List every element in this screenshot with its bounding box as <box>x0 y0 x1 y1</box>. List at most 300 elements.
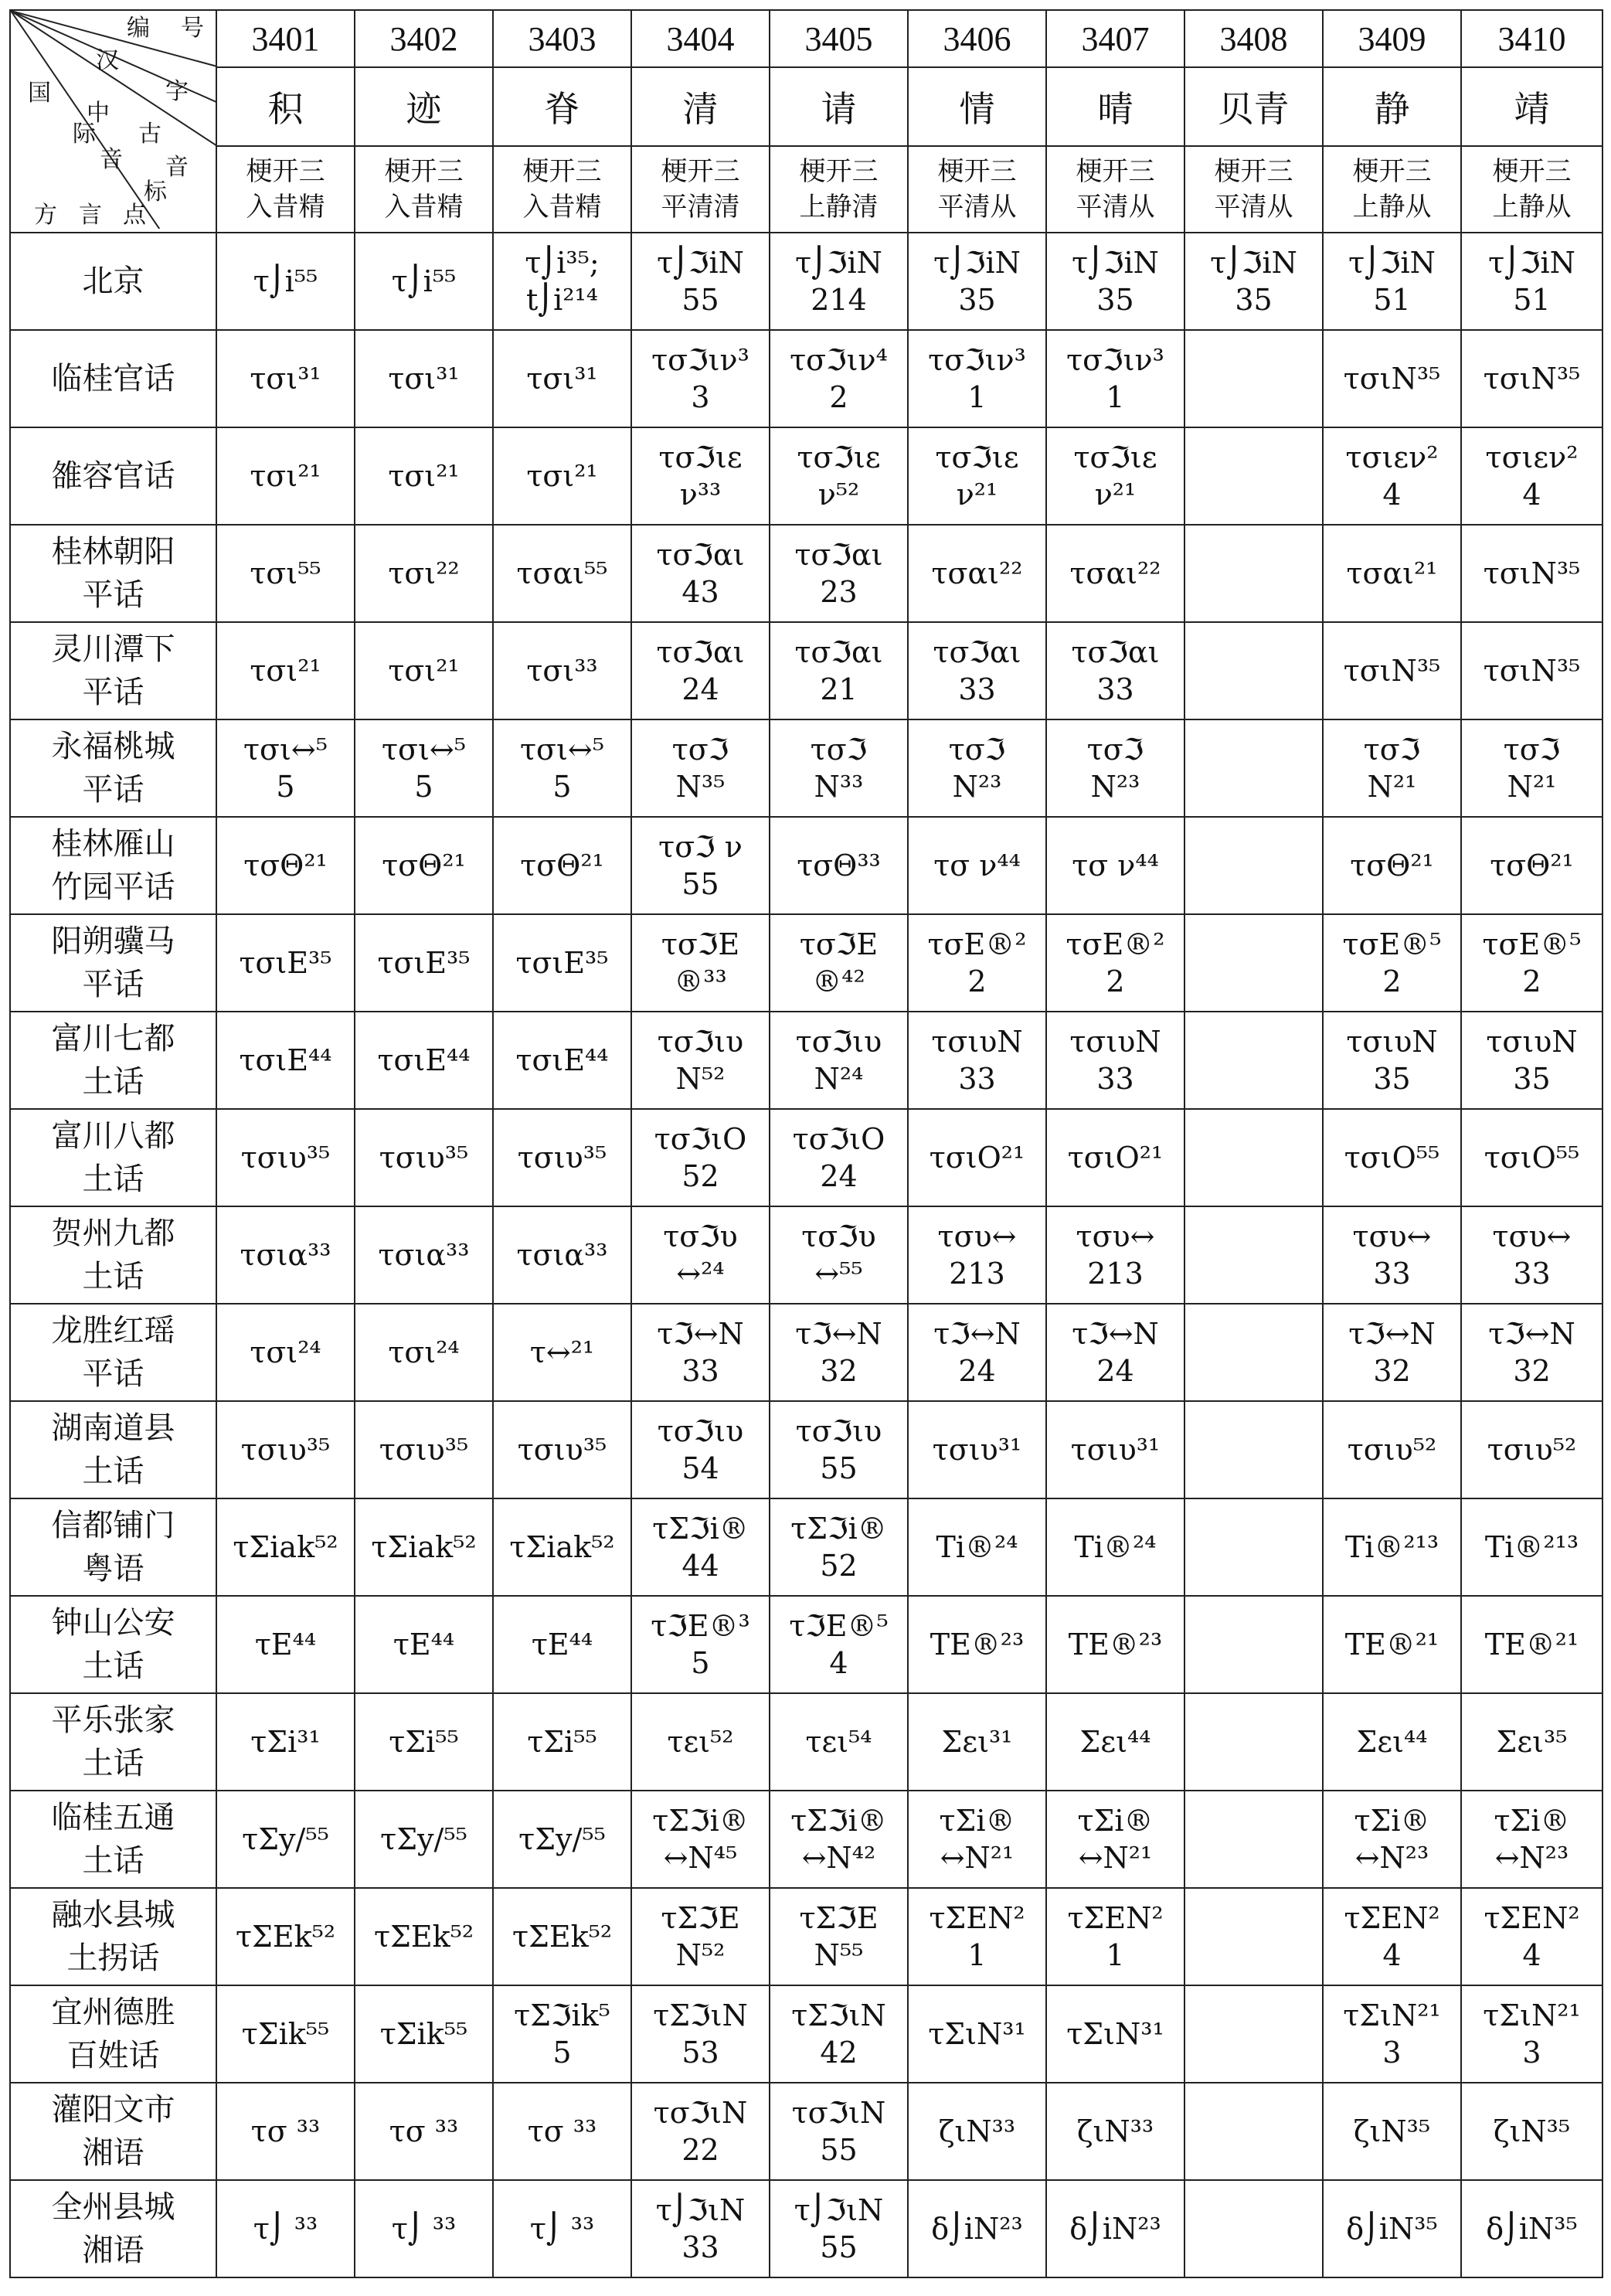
pronunciation-cell <box>908 1693 1046 1791</box>
pronunciation-cell <box>355 1888 493 1985</box>
pronunciation-cell <box>631 2180 770 2277</box>
ipa-text: τΣℑi® <box>790 1804 887 1838</box>
ipa-text: τσι³¹ <box>526 362 598 396</box>
location-cell <box>10 1888 216 1985</box>
ipa-text: τσℑιν³ <box>651 343 749 377</box>
ipa-text: 5 <box>552 770 572 804</box>
ipa-text: τσℑαι <box>656 635 745 669</box>
pronunciation-cell <box>493 1012 631 1109</box>
corner-label: 点 <box>123 202 146 229</box>
location-name: 临桂五通 <box>51 1800 175 1835</box>
ipa-text: ↔²⁴ <box>676 1257 725 1291</box>
ipa-text: τΣιN³¹ <box>928 2017 1026 2051</box>
pronunciation-cell <box>1323 1401 1461 1498</box>
ipa-text: 51 <box>1373 283 1411 317</box>
pronunciation-cell <box>1323 233 1461 330</box>
pronunciation-cell <box>631 914 770 1012</box>
ipa-text: τσℑυ <box>801 1219 876 1253</box>
ipa-text: τσ ³³ <box>389 2114 459 2148</box>
ipa-text: 2 <box>967 964 987 998</box>
ipa-text: ↔N²³ <box>1494 1841 1569 1875</box>
pronunciation-cell <box>1184 1596 1323 1693</box>
pronunciation-cell <box>1184 1401 1323 1498</box>
ipa-text: τσιN³⁵ <box>1483 556 1581 590</box>
location-name: 粤语 <box>82 1551 144 1587</box>
ipa-text: τσE®² <box>927 927 1027 961</box>
pronunciation-cell <box>1184 622 1323 719</box>
location-name: 土话 <box>82 1648 144 1684</box>
header-row-characters <box>10 67 1603 146</box>
ipa-text: τℑE®³ <box>651 1609 750 1643</box>
pronunciation-cell <box>355 817 493 914</box>
pronunciation-cell <box>908 1791 1046 1888</box>
ipa-text: τℑ↔N <box>795 1317 882 1351</box>
ipa-text: 55 <box>820 2230 858 2264</box>
pronunciation-cell <box>908 1206 1046 1304</box>
pronunciation-cell <box>1461 817 1603 914</box>
ipa-text: τσι²¹ <box>250 654 321 688</box>
location-name: 灌阳文市 <box>51 2092 175 2128</box>
ipa-text: τσυ↔ <box>937 1219 1017 1253</box>
ipa-text: N²⁴ <box>814 1062 864 1096</box>
ipa-text: τσℑιυ <box>657 1414 744 1448</box>
table-row <box>10 330 1603 427</box>
pronunciation-cell <box>1046 1888 1184 1985</box>
location-cell <box>10 1985 216 2083</box>
pronunciation-cell <box>631 622 770 719</box>
pronunciation-cell <box>1323 719 1461 817</box>
table-row <box>10 2083 1603 2180</box>
pronunciation-cell <box>1046 525 1184 622</box>
pronunciation-cell <box>1046 1985 1184 2083</box>
ipa-text: τσι²⁴ <box>388 1335 460 1369</box>
ipa-text: τ⌡ℑiN <box>657 246 744 280</box>
ipa-text: τσι³³ <box>526 654 598 688</box>
location-name: 灵川潭下 <box>51 631 175 667</box>
pronunciation-cell <box>1046 233 1184 330</box>
ipa-text: τΣℑE <box>661 1901 740 1935</box>
pronunciation-cell <box>770 817 908 914</box>
ipa-text: N²³ <box>952 770 1002 804</box>
ipa-text: τℑ↔N <box>1348 1317 1436 1351</box>
ipa-text: τσ ³³ <box>250 2114 321 2148</box>
ipa-text: τσι↔⁵ <box>382 733 466 767</box>
ipa-text: τσιυN <box>1346 1025 1438 1059</box>
ipa-text: τσιεν² <box>1485 440 1579 475</box>
ipa-text: τσℑαι <box>794 635 883 669</box>
ipa-text: 44 <box>681 1549 719 1583</box>
ipa-text: τσι²² <box>388 556 460 590</box>
ipa-text: TE®²³ <box>1068 1628 1163 1662</box>
ipa-text: ν²¹ <box>1094 478 1137 512</box>
ipa-text: 5 <box>276 770 295 804</box>
pronunciation-cell <box>216 1791 355 1888</box>
column-character: 清 <box>631 67 770 146</box>
ipa-text: τ⌡ℑiN <box>1210 246 1297 280</box>
pronunciation-cell <box>1461 1304 1603 1401</box>
ipa-text: τσιN³⁵ <box>1343 654 1441 688</box>
location-cell <box>10 1693 216 1791</box>
ipa-text: τσℑιN <box>791 2096 886 2130</box>
ipa-text: τσιE³⁵ <box>515 946 609 980</box>
location-name: 信都铺门 <box>51 1508 175 1543</box>
pronunciation-cell <box>355 1985 493 2083</box>
ipa-text: 5 <box>414 770 433 804</box>
table-row <box>10 1693 1603 1791</box>
pronunciation-cell <box>493 1693 631 1791</box>
corner-label: 汉 <box>96 47 119 74</box>
ipa-text: 4 <box>1382 478 1402 512</box>
location-name: 临桂官话 <box>51 361 175 396</box>
ipa-text: 1 <box>1106 1938 1125 1972</box>
location-cell <box>10 914 216 1012</box>
pronunciation-cell <box>770 1985 908 2083</box>
ipa-text: τΣℑi® <box>652 1804 749 1838</box>
category-line: 平清清 <box>661 192 740 223</box>
ipa-text: Ti®²¹³ <box>1344 1530 1439 1564</box>
category-line: 梗开三 <box>384 156 464 187</box>
ipa-text: τσιO⁵⁵ <box>1484 1141 1580 1175</box>
pronunciation-cell <box>770 914 908 1012</box>
pronunciation-cell <box>1461 1012 1603 1109</box>
location-cell <box>10 817 216 914</box>
location-name: 土话 <box>82 1162 144 1197</box>
category-line: 梗开三 <box>937 156 1017 187</box>
category-line: 上静从 <box>1492 192 1572 223</box>
pronunciation-cell <box>908 1304 1046 1401</box>
pronunciation-cell <box>355 914 493 1012</box>
ipa-text: ↔N⁴⁵ <box>663 1841 738 1875</box>
ipa-text: τσℑιε <box>935 440 1019 475</box>
ipa-text: τσιE⁴⁴ <box>239 1043 332 1077</box>
ipa-text: 33 <box>1513 1257 1551 1291</box>
dialect-table <box>9 9 1603 2278</box>
ipa-text: TE®²¹ <box>1484 1628 1579 1662</box>
pronunciation-cell <box>631 1693 770 1791</box>
column-character: 贝青 <box>1184 67 1323 146</box>
ipa-text: τσℑιυ <box>657 1025 744 1059</box>
ipa-text: 4 <box>1522 478 1541 512</box>
ipa-text: τσιυ³⁵ <box>517 1433 607 1467</box>
pronunciation-cell <box>1323 1304 1461 1401</box>
pronunciation-cell <box>1184 914 1323 1012</box>
pronunciation-cell <box>216 1985 355 2083</box>
location-name: 永福桃城 <box>51 729 175 764</box>
ipa-text: τΣιN³¹ <box>1066 2017 1164 2051</box>
ipa-text: 32 <box>1373 1354 1411 1388</box>
location-cell <box>10 1596 216 1693</box>
ipa-text: τσℑ <box>1363 733 1421 767</box>
pronunciation-cell <box>216 330 355 427</box>
table-row <box>10 2180 1603 2277</box>
pronunciation-cell <box>770 1596 908 1693</box>
ipa-text: 55 <box>820 2133 858 2167</box>
category-line: 梗开三 <box>522 156 602 187</box>
category-line: 平清从 <box>1076 192 1155 223</box>
location-name: 平乐张家 <box>51 1702 175 1738</box>
ipa-text: τσΘ²¹ <box>382 849 466 883</box>
pronunciation-cell <box>1046 1109 1184 1206</box>
column-number: 3404 <box>631 10 770 67</box>
pronunciation-cell <box>216 525 355 622</box>
column-character: 晴 <box>1046 67 1184 146</box>
ipa-text: δ⌡iN²³ <box>1069 2212 1161 2246</box>
ipa-text: τσαι²² <box>931 556 1023 590</box>
pronunciation-cell <box>216 1304 355 1401</box>
pronunciation-cell <box>1461 233 1603 330</box>
ipa-text: τσαι⁵⁵ <box>516 556 608 590</box>
ipa-text: 35 <box>958 283 996 317</box>
column-category <box>908 146 1046 233</box>
pronunciation-cell <box>770 1498 908 1596</box>
pronunciation-cell <box>770 1888 908 1985</box>
corner-label: 音 <box>100 146 123 173</box>
ipa-text: Σει³¹ <box>941 1725 1013 1759</box>
ipa-text: τ⌡ ³³ <box>391 2212 457 2246</box>
ipa-text: 3 <box>1522 2036 1541 2070</box>
ipa-text: δ⌡iN³⁵ <box>1346 2212 1438 2246</box>
pronunciation-cell <box>1046 1693 1184 1791</box>
pronunciation-cell <box>216 1109 355 1206</box>
category-line: 平清从 <box>937 192 1017 223</box>
pronunciation-cell <box>770 1109 908 1206</box>
pronunciation-cell <box>1461 1498 1603 1596</box>
ipa-text: τσιυ³⁵ <box>379 1433 469 1467</box>
pronunciation-cell <box>1323 914 1461 1012</box>
ipa-text: 1 <box>967 380 987 414</box>
pronunciation-cell <box>216 1888 355 1985</box>
ipa-text: 2 <box>1522 964 1541 998</box>
pronunciation-cell <box>1323 622 1461 719</box>
location-name: 平话 <box>82 967 144 1002</box>
table-row <box>10 1498 1603 1596</box>
pronunciation-cell <box>631 2083 770 2180</box>
pronunciation-cell <box>770 427 908 525</box>
ipa-text: τΣi® <box>939 1804 1015 1838</box>
ipa-text: τσιυ³⁵ <box>240 1433 331 1467</box>
ipa-text: τ⌡ ³³ <box>529 2212 595 2246</box>
pronunciation-cell <box>1461 525 1603 622</box>
ipa-text: τΣiak⁵² <box>371 1530 477 1564</box>
category-line: 梗开三 <box>1076 156 1155 187</box>
ipa-text: τσ ν⁴⁴ <box>1072 849 1159 883</box>
ipa-text: τσια³³ <box>516 1238 608 1272</box>
ipa-text: τℑ↔N <box>1488 1317 1575 1351</box>
ipa-text: τσℑ <box>1086 733 1144 767</box>
pronunciation-cell <box>770 1693 908 1791</box>
ipa-text: τσι²¹ <box>250 459 321 493</box>
ipa-text: τσι↔⁵ <box>520 733 604 767</box>
ipa-text: 33 <box>958 672 996 706</box>
ipa-text: τΣiak⁵² <box>233 1530 338 1564</box>
pronunciation-cell <box>1184 2180 1323 2277</box>
ipa-text: τσι⁵⁵ <box>250 556 321 590</box>
location-name: 竹园平话 <box>51 869 175 905</box>
ipa-text: τ⌡ℑiN <box>1348 246 1436 280</box>
pronunciation-cell <box>770 2180 908 2277</box>
pronunciation-cell <box>1046 2083 1184 2180</box>
location-name: 土话 <box>82 1843 144 1879</box>
pronunciation-cell <box>493 233 631 330</box>
pronunciation-cell <box>216 1693 355 1791</box>
ipa-text: ↔N⁴² <box>801 1841 876 1875</box>
ipa-text: τσℑ <box>810 733 868 767</box>
ipa-text: 4 <box>829 1646 848 1680</box>
ipa-text: τσ ν⁴⁴ <box>933 849 1021 883</box>
location-cell <box>10 1791 216 1888</box>
ipa-text: τΣEN² <box>929 1901 1025 1935</box>
pronunciation-cell <box>1323 1498 1461 1596</box>
pronunciation-cell <box>216 1012 355 1109</box>
ipa-text: τσυ↔ <box>1492 1219 1572 1253</box>
table-row <box>10 427 1603 525</box>
pronunciation-cell <box>1461 1888 1603 1985</box>
pronunciation-cell <box>631 817 770 914</box>
ipa-text: τσιE³⁵ <box>239 946 332 980</box>
ipa-text: τΣy/⁵⁵ <box>380 1822 467 1856</box>
ipa-text: ζιN³³ <box>1076 2114 1154 2148</box>
category-line: 梗开三 <box>1352 156 1432 187</box>
pronunciation-cell <box>1046 719 1184 817</box>
ipa-text: τΣℑιN <box>653 1998 748 2032</box>
pronunciation-cell <box>1184 1693 1323 1791</box>
pronunciation-cell <box>493 1498 631 1596</box>
pronunciation-cell <box>1461 1693 1603 1791</box>
ipa-text: N⁵² <box>675 1062 726 1096</box>
table-row <box>10 525 1603 622</box>
table-row <box>10 719 1603 817</box>
ipa-text: τΣi® <box>1077 1804 1154 1838</box>
ipa-text: N²¹ <box>1507 770 1557 804</box>
pronunciation-cell <box>908 427 1046 525</box>
pronunciation-cell <box>355 719 493 817</box>
category-line: 梗开三 <box>246 156 325 187</box>
category-line: 上静从 <box>1352 192 1432 223</box>
ipa-text: τΣℑi® <box>790 1512 887 1546</box>
pronunciation-cell <box>770 1012 908 1109</box>
pronunciation-cell <box>1323 2083 1461 2180</box>
ipa-text: δ⌡iN²³ <box>931 2212 1023 2246</box>
pronunciation-cell <box>1461 1791 1603 1888</box>
pronunciation-cell <box>493 525 631 622</box>
ipa-text: τσΘ²¹ <box>243 849 328 883</box>
ipa-text: τσιO²¹ <box>1067 1141 1164 1175</box>
pronunciation-cell <box>1323 1985 1461 2083</box>
column-number: 3410 <box>1461 10 1603 67</box>
pronunciation-cell <box>1461 1109 1603 1206</box>
location-cell <box>10 330 216 427</box>
ipa-text: τσE®⁵ <box>1482 927 1582 961</box>
ipa-text: τει⁵² <box>667 1725 734 1759</box>
column-character: 积 <box>216 67 355 146</box>
pronunciation-cell <box>216 1498 355 1596</box>
pronunciation-cell <box>493 2180 631 2277</box>
pronunciation-cell <box>1461 427 1603 525</box>
pronunciation-cell <box>1046 1401 1184 1498</box>
location-name: 桂林朝阳 <box>51 534 175 570</box>
ipa-text: 55 <box>681 867 719 901</box>
ipa-text: τσιO²¹ <box>929 1141 1025 1175</box>
ipa-text: τσΘ²¹ <box>1350 849 1434 883</box>
corner-label: 字 <box>165 78 189 105</box>
pronunciation-cell <box>908 1012 1046 1109</box>
pronunciation-cell <box>631 1012 770 1109</box>
pronunciation-cell <box>1323 1596 1461 1693</box>
ipa-text: Σει⁴⁴ <box>1079 1725 1151 1759</box>
ipa-text: 33 <box>958 1062 996 1096</box>
ipa-text: ↔N²¹ <box>1078 1841 1153 1875</box>
ipa-text: N⁵² <box>675 1938 726 1972</box>
ipa-text: τσια³³ <box>378 1238 470 1272</box>
table-row <box>10 1791 1603 1888</box>
pronunciation-cell <box>1184 1304 1323 1401</box>
ipa-text: 33 <box>1373 1257 1411 1291</box>
pronunciation-cell <box>770 2083 908 2180</box>
ipa-text: 54 <box>681 1451 719 1485</box>
location-name: 平话 <box>82 772 144 808</box>
pronunciation-cell <box>1461 1596 1603 1693</box>
category-line: 梗开三 <box>799 156 879 187</box>
pronunciation-cell <box>1184 1791 1323 1888</box>
pronunciation-cell <box>1323 1693 1461 1791</box>
category-line: 上静清 <box>799 192 879 223</box>
location-name: 富川八都 <box>51 1118 175 1154</box>
corner-label: 标 <box>144 179 167 206</box>
ipa-text: TE®²¹ <box>1344 1628 1439 1662</box>
column-number: 3409 <box>1323 10 1461 67</box>
column-character: 脊 <box>493 67 631 146</box>
pronunciation-cell <box>493 1304 631 1401</box>
ipa-text: 51 <box>1513 283 1551 317</box>
corner-label: 际 <box>73 121 96 148</box>
pronunciation-cell <box>355 1304 493 1401</box>
ipa-text: τΣιN²¹ <box>1483 1998 1581 2032</box>
pronunciation-cell <box>770 233 908 330</box>
pronunciation-cell <box>1184 330 1323 427</box>
pronunciation-cell <box>216 1401 355 1498</box>
ipa-text: 32 <box>820 1354 858 1388</box>
ipa-text: 52 <box>681 1159 719 1193</box>
pronunciation-cell <box>216 1206 355 1304</box>
location-name: 土话 <box>82 1064 144 1100</box>
location-name: 钟山公安 <box>51 1605 175 1641</box>
ipa-text: TE®²³ <box>930 1628 1025 1662</box>
location-name: 湘语 <box>82 2135 144 2171</box>
ipa-text: τℑE®⁵ <box>789 1609 889 1643</box>
pronunciation-cell <box>908 330 1046 427</box>
table-row <box>10 1206 1603 1304</box>
pronunciation-cell <box>631 1401 770 1498</box>
ipa-text: τ⌡ℑiN <box>795 246 882 280</box>
location-name: 土拐话 <box>66 1941 160 1976</box>
ipa-text: τσιE⁴⁴ <box>377 1043 471 1077</box>
ipa-text: τΣi⁵⁵ <box>389 1725 459 1759</box>
ipa-text: τσι²¹ <box>388 654 460 688</box>
pronunciation-cell <box>1184 1985 1323 2083</box>
ipa-text: τσαι²¹ <box>1346 556 1438 590</box>
ipa-text: Σει³⁵ <box>1496 1725 1568 1759</box>
location-name: 龙胜红瑶 <box>51 1313 175 1349</box>
pronunciation-cell <box>355 1012 493 1109</box>
ipa-text: 24 <box>820 1159 858 1193</box>
corner-diagonals <box>11 11 216 229</box>
pronunciation-cell <box>770 1304 908 1401</box>
ipa-text: τσι²⁴ <box>250 1335 321 1369</box>
ipa-text: τσιυ³⁵ <box>379 1141 469 1175</box>
ipa-text: τσℑE <box>799 927 879 961</box>
ipa-text: 33 <box>1096 1062 1134 1096</box>
ipa-text: 1 <box>1106 380 1125 414</box>
